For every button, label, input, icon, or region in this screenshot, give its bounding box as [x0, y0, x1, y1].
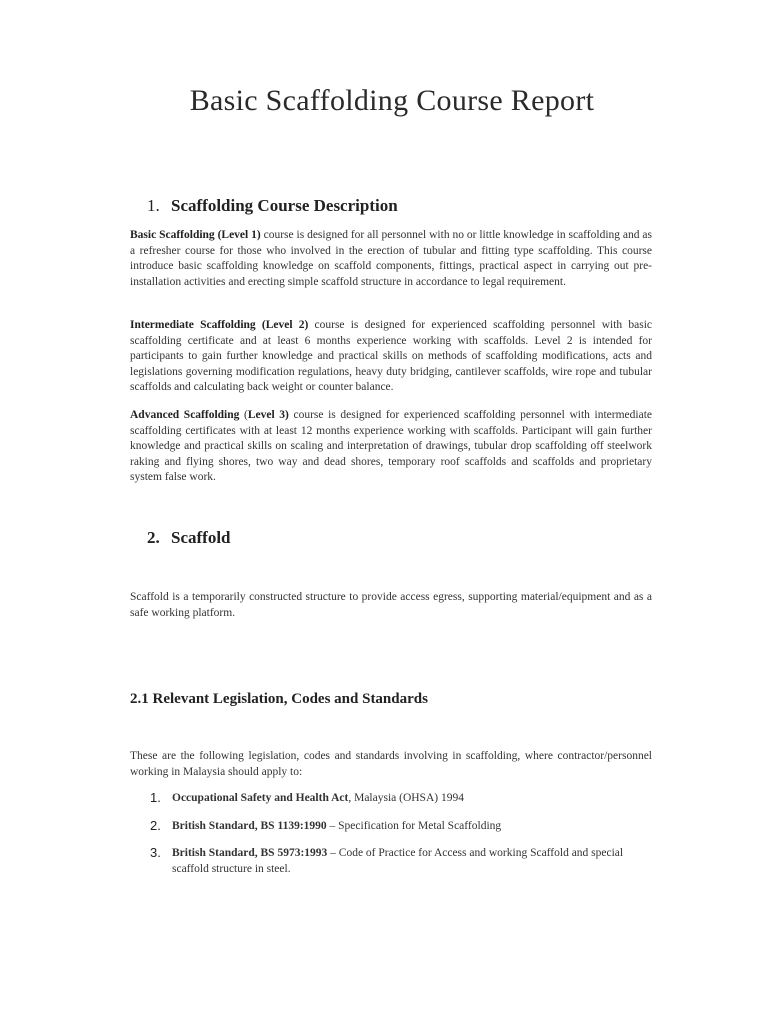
- subsection-heading-legislation: 2.1 Relevant Legislation, Codes and Standards: [130, 691, 428, 707]
- paragraph-intermediate-level: [130, 318, 652, 396]
- paragraph-basic-level: [130, 228, 652, 290]
- list-item: [130, 846, 652, 877]
- list-item-text: – Specification for Metal Scaffolding: [326, 819, 502, 832]
- section-heading-scaffold: [147, 528, 231, 548]
- list-item-lead: British Standard, BS 1139:1990: [172, 819, 327, 832]
- list-item-text: – Code of Practice for Access and working Scaffold and special scaffold structure in steel.: [172, 847, 624, 875]
- paragraph-lead-sep: (: [239, 409, 248, 421]
- paragraph-lead: Basic Scaffolding (Level 1): [130, 229, 261, 241]
- list-item-text: , Malaysia (OHSA) 1994: [348, 792, 464, 804]
- list-marker: 1.: [150, 790, 161, 805]
- paragraph-scaffold-definition: Scaffold is a temporarily constructed structure to provide access egress, supporting material/equipment and as a safe working platform.: [130, 591, 652, 619]
- list-marker: 3.: [150, 845, 161, 860]
- paragraph-lead: Intermediate Scaffolding (Level 2): [130, 319, 309, 331]
- paragraph-lead-level: Level 3): [247, 409, 289, 421]
- section-title: Scaffold: [171, 528, 231, 547]
- document-title: Basic Scaffolding Course Report: [189, 84, 595, 117]
- section-title: Scaffolding Course Description: [171, 196, 398, 215]
- paragraph-advanced-level: [130, 408, 652, 486]
- list-item: [130, 819, 652, 835]
- list-item-lead: British Standard, BS 5973:1993: [172, 847, 328, 859]
- paragraph-text: course is designed for all personnel with no or little knowledge in scaffolding and as a refresher course for those who involved in the erection of tubular and fitting type scaffolding. This course introduce basic scaffolding knowledge on scaffold components, fittings, practical aspect in carrying out pre-installation activities and erecting simple scaffold structure in accordance to legal requirement.: [130, 229, 652, 288]
- section-number: 1.: [147, 196, 160, 215]
- paragraph-text: course is designed for experienced scaffolding personnel with basic scaffolding certificate and at least 6 months experience working with scaffolds. Level 2 is intended for participants to gain further knowledge and practical skills on methods of scaffolding modifications, acts and legislations governing modification regulations, heavy duty bridging, cantilever scaffolds, wire rope and tubular scaffolds and calculating back weight or counter balance.: [130, 319, 652, 393]
- legislation-list: [130, 791, 652, 877]
- section-heading-course-description: [147, 196, 398, 216]
- paragraph-legislation-intro: These are the following legislation, codes and standards involving in scaffolding, where contractor/personnel working in Malaysia should apply to:: [130, 750, 652, 778]
- paragraph-text: course is designed for experienced scaffolding personnel with intermediate scaffolding certificates with at least 12 months experience working with scaffolds. Participant will gain further knowledge and practical skills on scaling and interpretation of drawings, tubular drop scaffolding off steelwork raking and flying shores, two way and dead shores, temporary roof scaffolds and scaffolds and proprietary system false work.: [130, 409, 652, 483]
- list-item: [130, 791, 652, 807]
- section-number: 2.: [147, 528, 160, 547]
- list-item-lead: Occupational Safety and Health Act: [172, 792, 349, 804]
- list-marker: 2.: [150, 817, 161, 833]
- paragraph-lead: Advanced Scaffolding: [130, 409, 240, 421]
